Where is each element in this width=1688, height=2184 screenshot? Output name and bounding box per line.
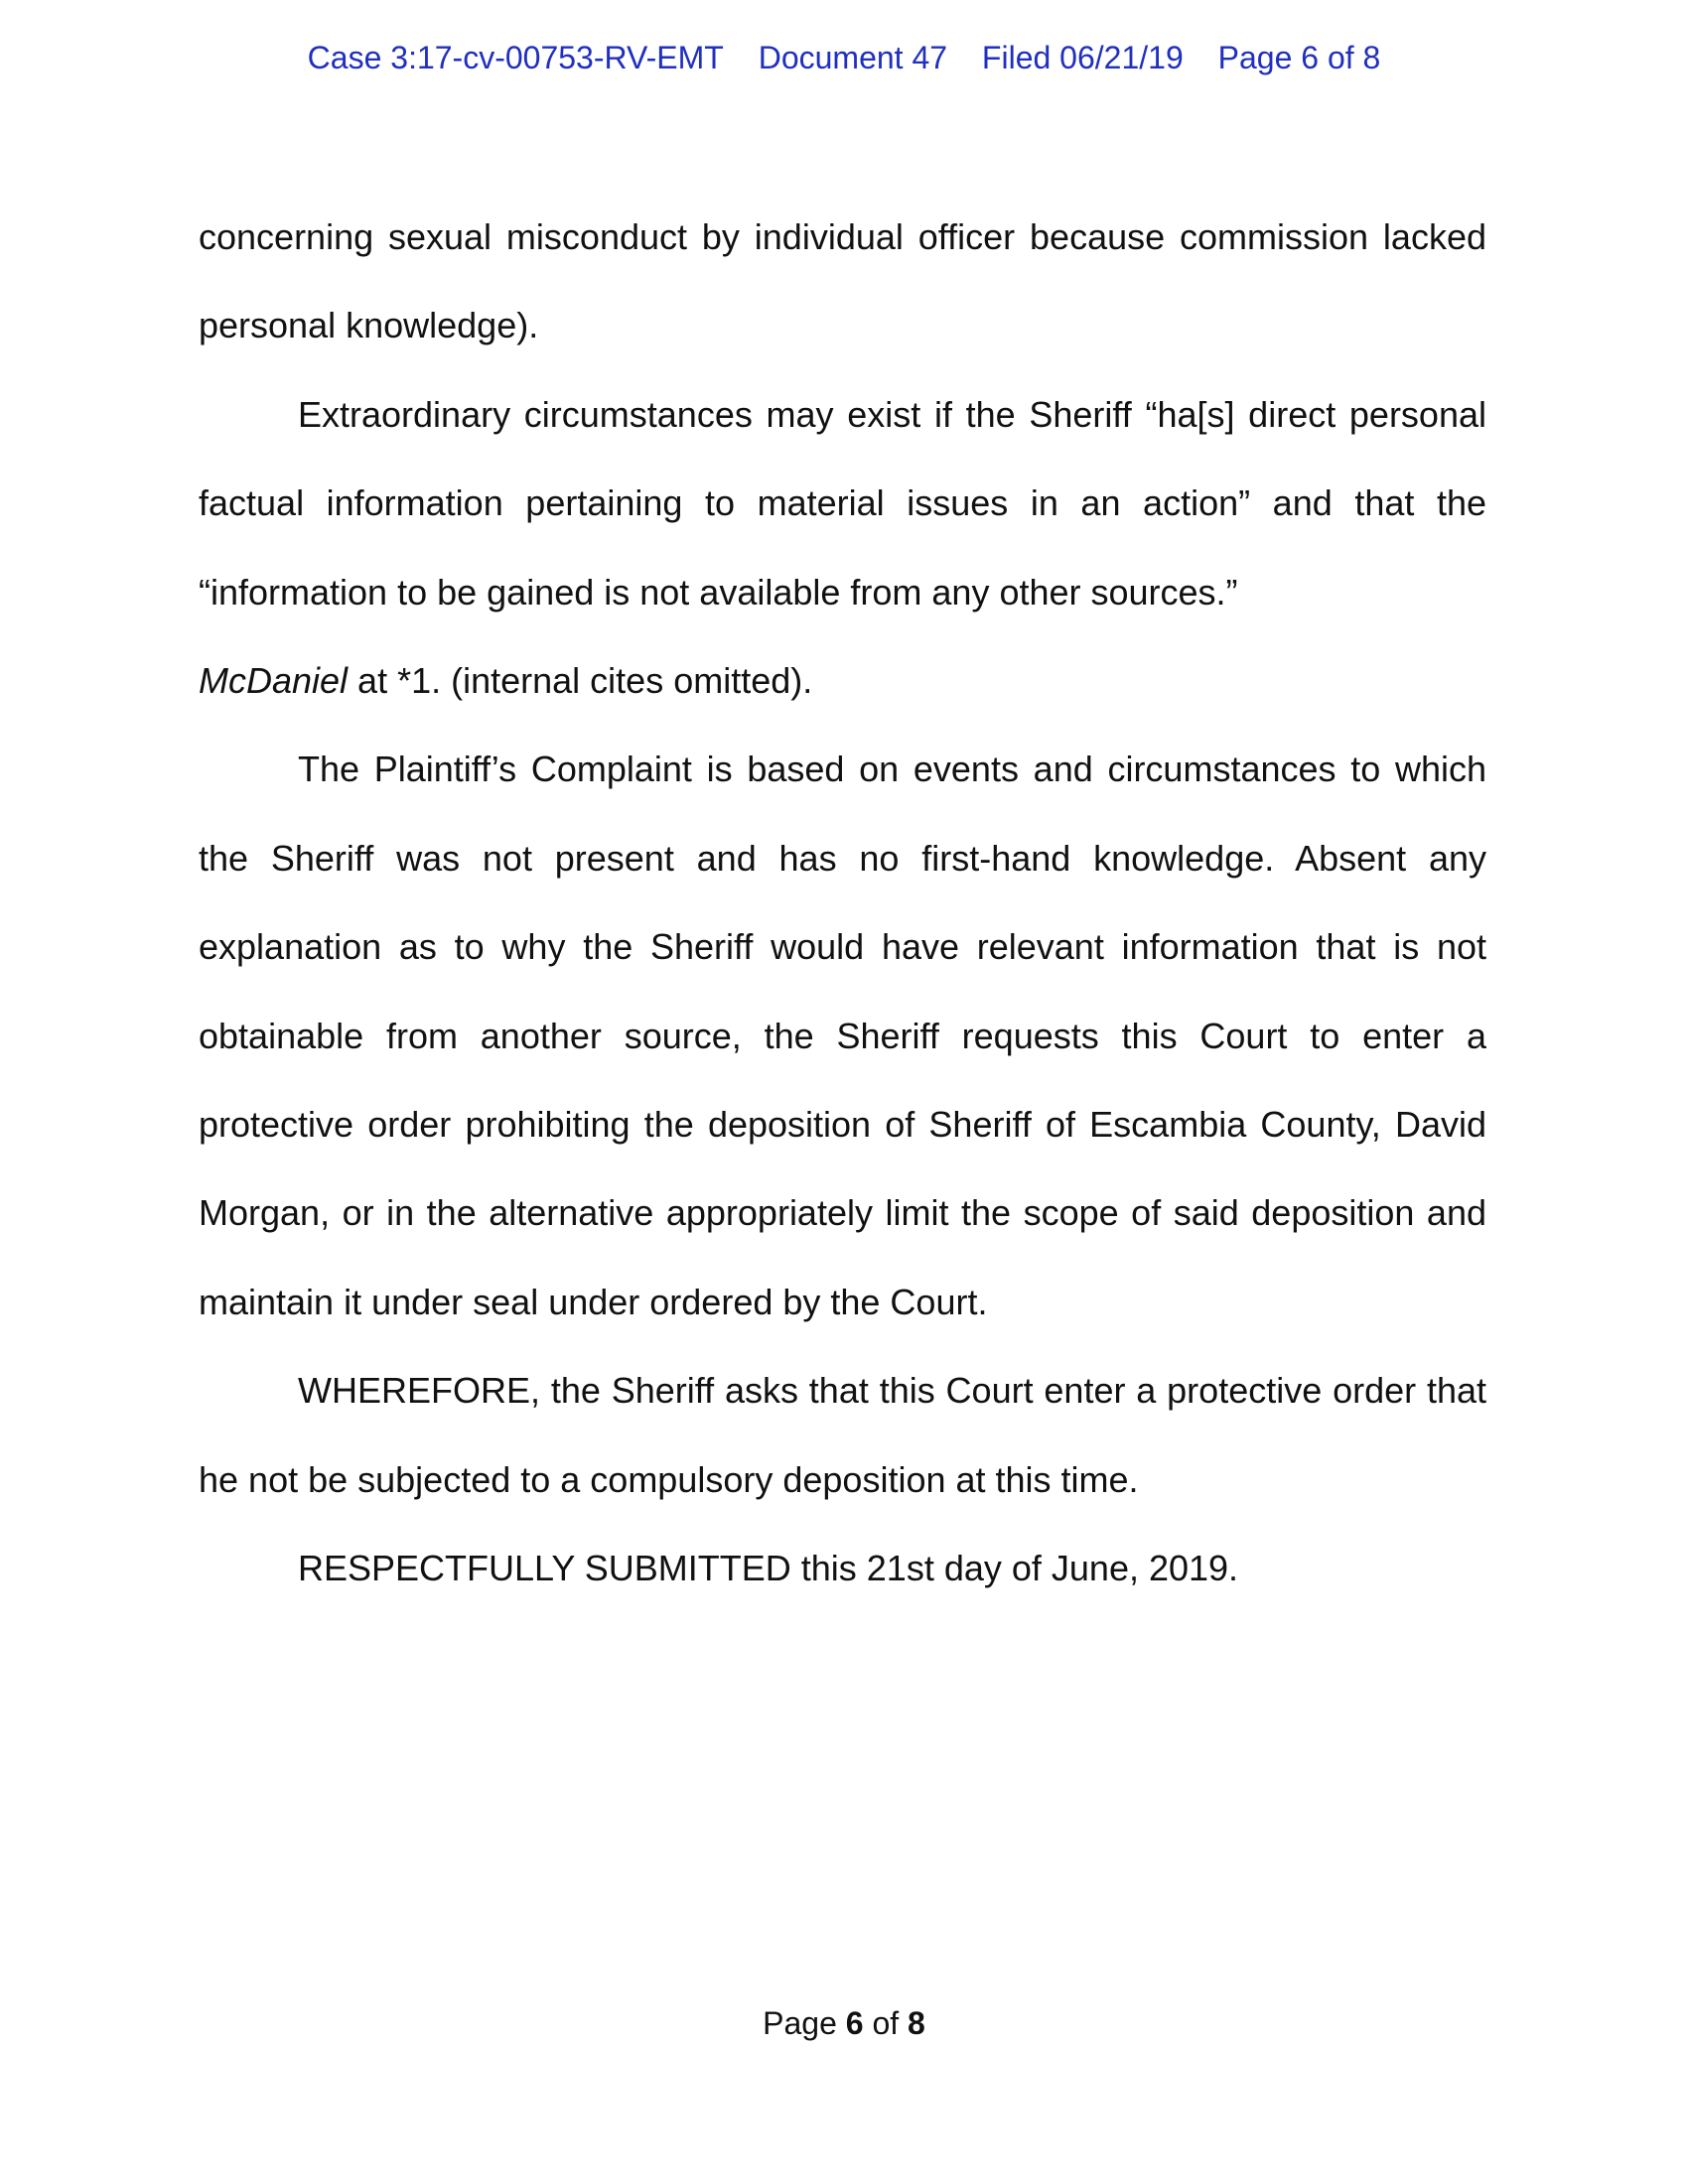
footer-page-prefix: Page xyxy=(763,2005,846,2041)
paragraph-submitted: RESPECTFULLY SUBMITTED this 21st day of June, 2019. xyxy=(298,1548,1239,1589)
filed-date: Filed 06/21/19 xyxy=(981,40,1184,75)
case-number: Case 3:17-cv-00753-RV-EMT xyxy=(307,40,724,75)
paragraph-extraordinary-circumstances: Extraordinary circumstances may exist if the Sheriff “ha[s] direct personal factual information pertaining to material issues in an action” and that the “information to be gained is not available from any other sources.” xyxy=(199,393,1486,613)
citation-line xyxy=(199,636,1486,725)
citation-rest: at *1. (internal cites omitted). xyxy=(348,660,813,702)
footer-page-of: of xyxy=(863,2005,909,2041)
paragraph-wherefore: WHEREFORE, the Sheriff asks that this Court enter a protective order that he not be subjected to a compulsory deposition at this time. xyxy=(199,1370,1486,1500)
ecf-header xyxy=(0,36,1688,79)
footer-page-total: 8 xyxy=(908,2005,925,2041)
paragraph-complaint: The Plaintiff’s Complaint is based on events and circumstances to which the Sheriff was not present and has no first-hand knowledge. Absent any explanation as to why the Sheriff would have relevant information that is not obtainable from another source, the Sheriff requests this Court to enter a protective order prohibiting the deposition of Sheriff of Escambia County, David Morgan, or in the alternative appropriately limit the scope of said deposition and maintain it under seal under ordered by the Court. xyxy=(199,749,1486,1322)
header-page-indicator: Page 6 of 8 xyxy=(1217,40,1381,75)
case-citation-name: McDaniel xyxy=(199,660,349,702)
document-number: Document 47 xyxy=(758,40,948,75)
page-footer xyxy=(0,2001,1688,2045)
paragraph-continuation: concerning sexual misconduct by individual officer because commission lacked personal knowledge). xyxy=(199,216,1486,346)
document-body xyxy=(199,193,1486,1613)
footer-page-number: 6 xyxy=(845,2005,864,2041)
